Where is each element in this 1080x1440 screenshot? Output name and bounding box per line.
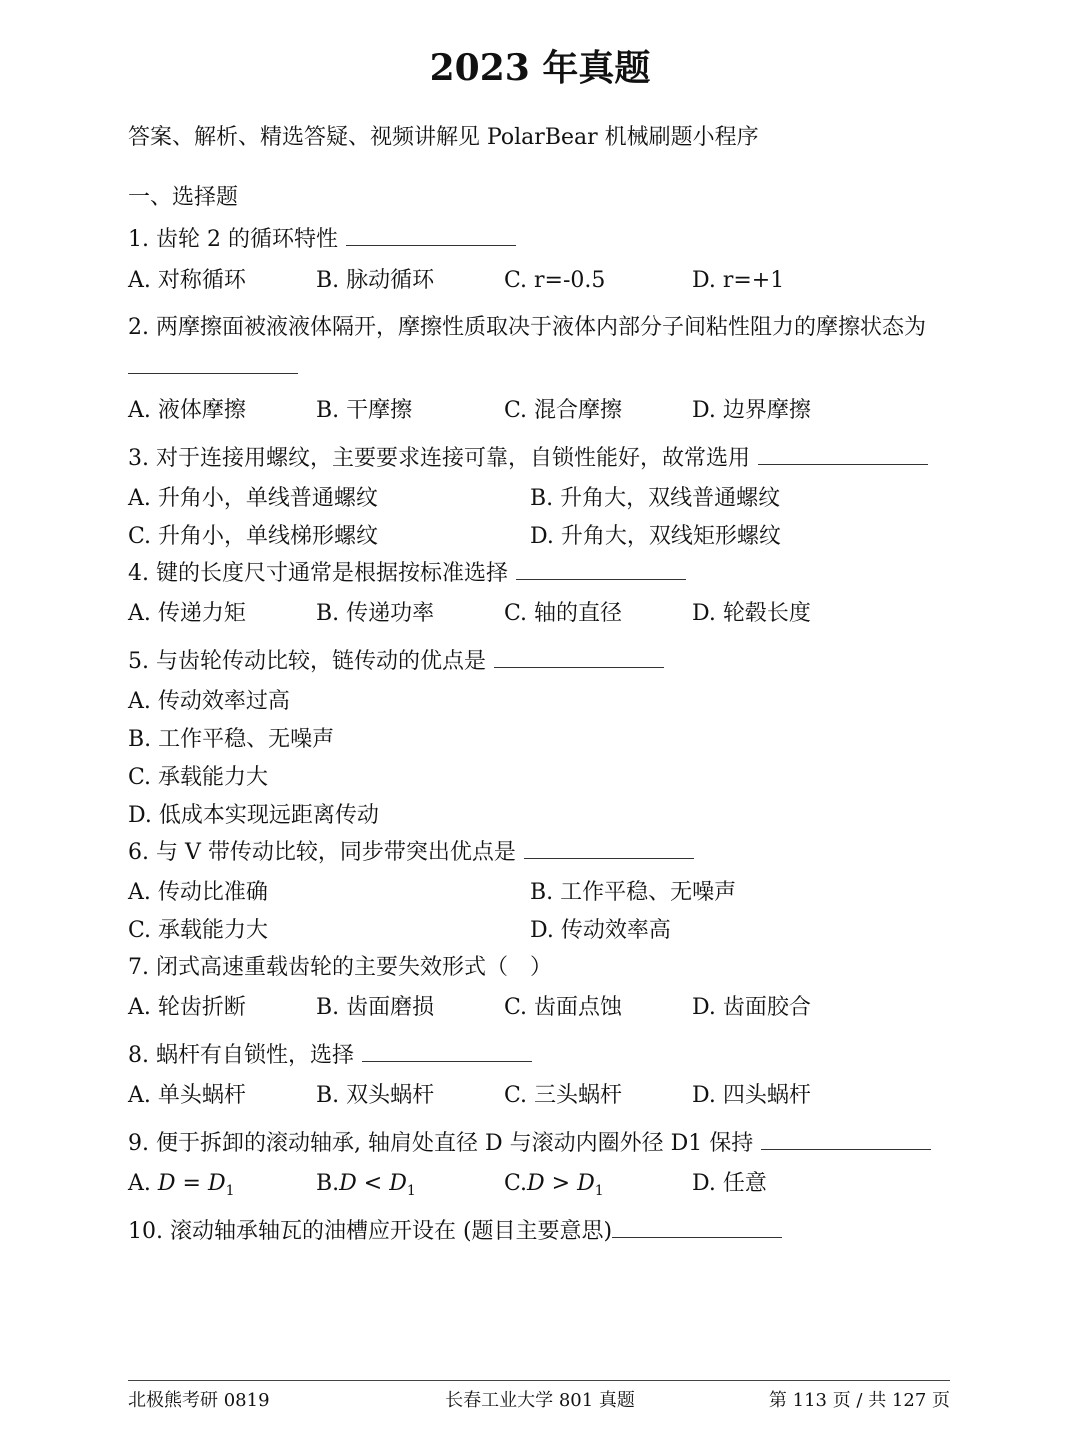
q3-option-b[interactable]: B. 升角大，双线普通螺纹	[530, 486, 781, 511]
q9-option-a-rhs: D	[207, 1171, 226, 1196]
answer-blank-6[interactable]	[524, 838, 694, 859]
question-10	[128, 1216, 782, 1248]
answer-blank-1[interactable]	[346, 225, 516, 246]
q1-option-a[interactable]: A. 对称循环	[128, 268, 246, 293]
q9-option-c-sub: 1	[594, 1183, 604, 1199]
q2-option-c[interactable]: C. 混合摩擦	[504, 398, 623, 423]
question-4-stem: 4. 键的长度尺寸通常是根据按标准选择	[128, 561, 508, 586]
q9-option-a[interactable]	[128, 1168, 235, 1207]
question-8	[128, 1040, 532, 1072]
q9-option-b-rhs: D	[389, 1171, 407, 1196]
question-5	[128, 646, 664, 678]
q9-option-b-prefix: B.	[316, 1171, 340, 1196]
q9-option-c[interactable]	[504, 1168, 604, 1207]
q5-option-d[interactable]: D. 低成本实现远距离传动	[128, 803, 379, 828]
q2-option-a[interactable]: A. 液体摩擦	[128, 398, 246, 423]
q8-option-c[interactable]: C. 三头蜗杆	[504, 1083, 623, 1108]
q8-option-d[interactable]: D. 四头蜗杆	[692, 1083, 811, 1108]
q8-option-a[interactable]: A. 单头蜗杆	[128, 1083, 246, 1108]
q4-option-d[interactable]: D. 轮毂长度	[692, 601, 811, 626]
q7-option-d[interactable]: D. 齿面胶合	[692, 995, 811, 1020]
question-6-stem: 6. 与 V 带传动比较，同步带突出优点是	[128, 840, 516, 865]
q9-option-b-sub: 1	[406, 1183, 416, 1199]
q8-option-b[interactable]: B. 双头蜗杆	[316, 1083, 435, 1108]
q9-option-b-op: <	[356, 1171, 390, 1196]
q5-option-b[interactable]: B. 工作平稳、无噪声	[128, 727, 335, 752]
q9-option-b[interactable]	[316, 1168, 416, 1207]
question-9	[128, 1128, 931, 1160]
answer-blank-2[interactable]	[128, 353, 298, 374]
q2-option-d[interactable]: D. 边界摩擦	[692, 398, 811, 423]
q5-option-c[interactable]: C. 承载能力大	[128, 765, 269, 790]
q6-option-b[interactable]: B. 工作平稳、无噪声	[530, 880, 737, 905]
q4-option-c[interactable]: C. 轴的直径	[504, 601, 623, 626]
q3-option-a[interactable]: A. 升角小，单线普通螺纹	[128, 486, 378, 511]
q9-option-c-rhs: D	[577, 1171, 595, 1196]
footer-page-number: 第 113 页 / 共 127 页	[768, 1390, 950, 1411]
q9-option-a-op: =	[175, 1171, 208, 1196]
q6-option-c[interactable]: C. 承载能力大	[128, 918, 269, 943]
q9-option-a-lhs: D	[157, 1171, 176, 1196]
footer-left-text: 北极熊考研 0819	[128, 1390, 270, 1411]
question-5-stem: 5. 与齿轮传动比较，链传动的优点是	[128, 649, 486, 674]
answer-blank-10[interactable]	[612, 1217, 782, 1238]
answer-blank-5[interactable]	[494, 647, 664, 668]
q1-option-c[interactable]: C. r=-0.5	[504, 268, 606, 293]
q9-option-b-lhs: D	[339, 1171, 357, 1196]
question-7	[128, 952, 552, 984]
subtitle: 答案、解析、精选答疑、视频讲解见 PolarBear 机械刷题小程序	[128, 125, 759, 150]
page-title: 2023 年真题	[429, 47, 651, 89]
q9-option-c-op: >	[544, 1171, 578, 1196]
q4-option-b[interactable]: B. 传递功率	[316, 601, 435, 626]
question-8-stem: 8. 蜗杆有自锁性，选择	[128, 1043, 354, 1068]
q7-option-b[interactable]: B. 齿面磨损	[316, 995, 435, 1020]
q6-option-a[interactable]: A. 传动比准确	[128, 880, 268, 905]
q9-option-d-prefix: D. 任意	[692, 1171, 767, 1196]
q3-option-d[interactable]: D. 升角大，双线矩形螺纹	[530, 524, 781, 549]
q7-option-c[interactable]: C. 齿面点蚀	[504, 995, 623, 1020]
question-2	[128, 312, 926, 344]
q9-option-d[interactable]	[692, 1168, 767, 1200]
question-10-stem: 10. 滚动轴承轴瓦的油槽应开设在 (题目主要意思)	[128, 1219, 613, 1244]
q9-option-a-sub: 1	[225, 1183, 235, 1199]
question-9-stem: 9. 便于拆卸的滚动轴承, 轴肩处直径 D 与滚动内圈外径 D1 保持	[128, 1131, 754, 1156]
q9-option-c-lhs: D	[527, 1171, 545, 1196]
question-1	[128, 224, 516, 256]
answer-blank-3[interactable]	[758, 444, 928, 465]
q7-option-a[interactable]: A. 轮齿折断	[128, 995, 246, 1020]
answer-blank-8[interactable]	[362, 1041, 532, 1062]
q1-option-d[interactable]: D. r=+1	[692, 268, 785, 293]
question-2-blank-line	[128, 352, 298, 384]
question-3	[128, 443, 928, 475]
question-4	[128, 558, 686, 590]
question-7-stem: 7. 闭式高速重载齿轮的主要失效形式（ ）	[128, 955, 552, 980]
question-2-stem: 2. 两摩擦面被液液体隔开，摩擦性质取决于液体内部分子间粘性阻力的摩擦状态为	[128, 315, 926, 340]
q9-option-a-prefix: A.	[128, 1171, 158, 1196]
q4-option-a[interactable]: A. 传递力矩	[128, 601, 246, 626]
q3-option-c[interactable]: C. 升角小，单线梯形螺纹	[128, 524, 379, 549]
answer-blank-9[interactable]	[761, 1129, 931, 1150]
q1-option-b[interactable]: B. 脉动循环	[316, 268, 435, 293]
q5-option-a[interactable]: A. 传动效率过高	[128, 689, 290, 714]
q9-option-c-prefix: C.	[504, 1171, 528, 1196]
footer-center-text: 长春工业大学 801 真题	[445, 1390, 635, 1411]
answer-blank-4[interactable]	[516, 559, 686, 580]
question-1-stem: 1. 齿轮 2 的循环特性	[128, 227, 338, 252]
question-6	[128, 837, 694, 869]
question-3-stem: 3. 对于连接用螺纹，主要要求连接可靠，自锁性能好，故常选用	[128, 446, 750, 471]
q6-option-d[interactable]: D. 传动效率高	[530, 918, 671, 943]
section-heading: 一、选择题	[128, 185, 239, 210]
q2-option-b[interactable]: B. 干摩擦	[316, 398, 413, 423]
footer-divider	[128, 1380, 950, 1381]
